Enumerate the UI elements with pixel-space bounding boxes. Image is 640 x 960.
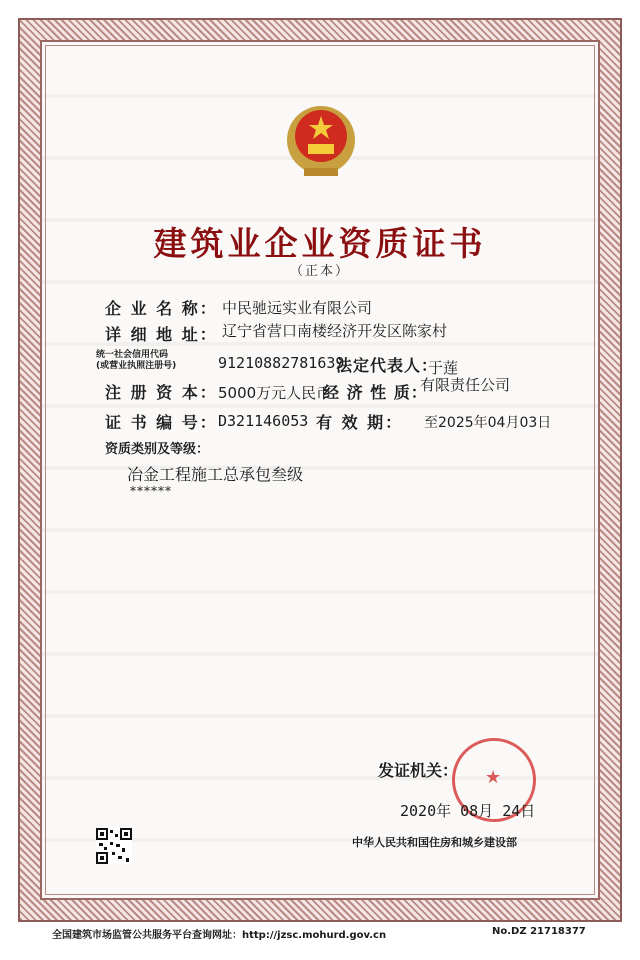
capital-label: 注 册 资 本： [105,383,218,402]
credit-code-value: 91210882781639 [218,354,345,372]
issue-date: 2020年 08月 24日 [400,802,536,820]
cert-number-label: 证 书 编 号： [105,413,218,432]
legal-rep-label: 法定代表人： [336,356,439,375]
qualification-stars: ****** [130,484,172,498]
qualification-value: 冶金工程施工总承包叁级 [127,465,304,484]
validity-value: 至2025年04月03日 [424,415,552,431]
validity-label: 有 效 期： [316,413,404,432]
nature-value: 有限责任公司 [420,376,511,394]
address-label: 详 细 地 址： [105,325,218,344]
certificate-title: 建筑业企业资质证书 [153,224,487,263]
capital-value: 5000万元人民币 [218,384,332,402]
credit-code-label-line1: 统一社会信用代码 [96,350,169,360]
legal-rep-value: 于莲 [428,359,459,377]
issuer-label: 发证机关： [378,761,459,780]
address-value: 辽宁省营口南楼经济开发区陈家村 [222,322,448,340]
company-name-value: 中民驰远实业有限公司 [222,299,373,317]
national-emblem-icon [282,100,360,188]
nature-label: 经 济 性 质： [323,383,428,402]
company-name-label: 企 业 名 称： [105,299,218,318]
certificate-subtitle: （正本） [289,264,350,279]
footer-query-url: 全国建筑市场监管公共服务平台查询网址：http://jzsc.mohurd.gov.cn [52,930,387,941]
serial-number: No.DZ 21718377 [492,926,586,937]
credit-code-label-line2: (或营业执照注册号) [96,361,177,371]
qr-code-icon [96,828,132,864]
cert-number-value: D321146053 [218,412,309,430]
qualification-label: 资质类别及等级： [105,442,210,457]
seal-star-icon: ★ [485,767,502,788]
ministry-name: 中华人民共和国住房和城乡建设部 [352,836,517,849]
